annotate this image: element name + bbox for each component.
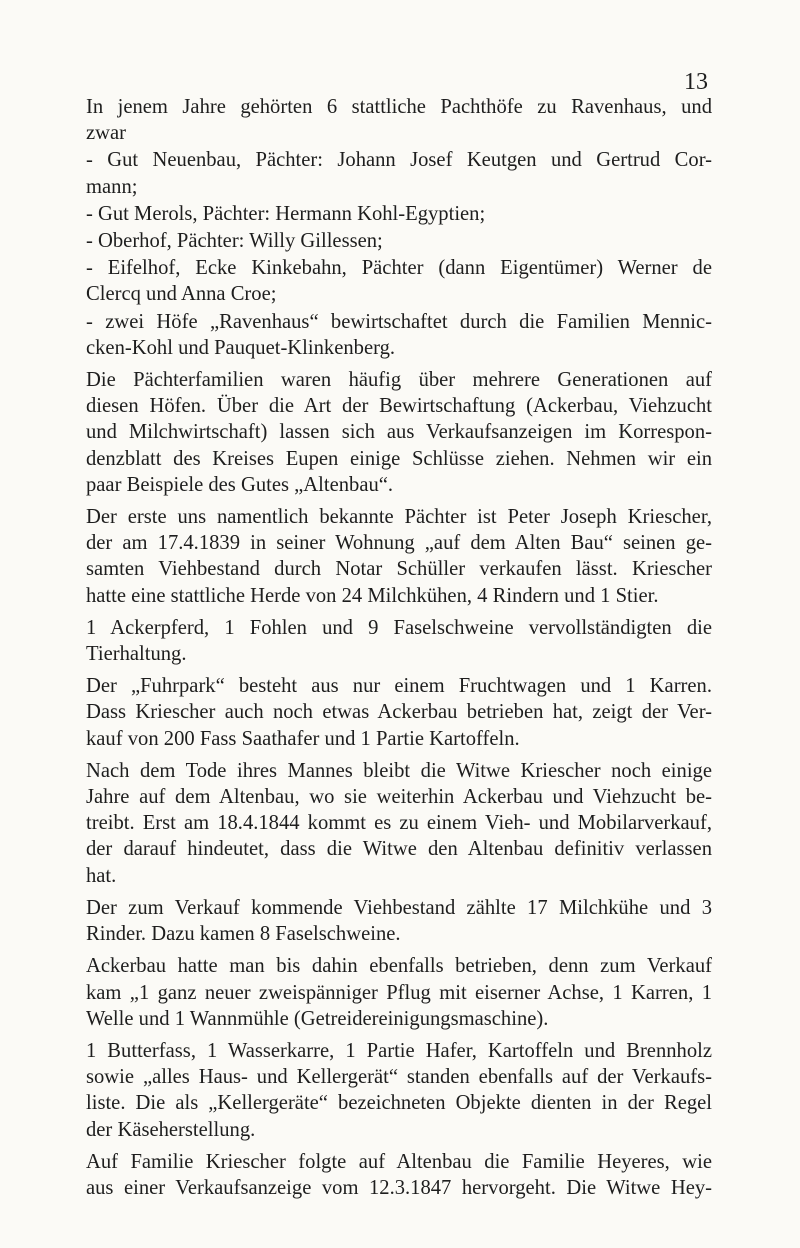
text-line: samten Viehbestand durch Notar Schüller verkaufen lässt. Kriescher: [86, 558, 712, 581]
text-line: hatte eine stattliche Herde von 24 Milchkühen, 4 Rindern und 1 Stier.: [86, 584, 659, 607]
text-line: Der erste uns namentlich bekannte Pächter ist Peter Joseph Kriescher,: [86, 506, 712, 529]
text-line: - zwei Höfe „Ravenhaus“ bewirtschaftet durch die Familien Mennic-: [86, 310, 712, 333]
text-line: Dass Kriescher auch noch etwas Ackerbau betrieben hat, zeigt der Ver-: [86, 701, 712, 724]
text-line: Clercq und Anna Croe;: [86, 283, 277, 306]
text-line: kauf von 200 Fass Saathafer und 1 Partie Kartoffeln.: [86, 727, 520, 750]
text-line: kam „1 ganz neuer zweispänniger Pflug mit eiserner Achse, 1 Karren, 1: [86, 981, 712, 1004]
text-line: 1 Ackerpferd, 1 Fohlen und 9 Faselschweine vervollständigten die: [86, 616, 712, 639]
text-line: Rinder. Dazu kamen 8 Faselschweine.: [86, 923, 401, 946]
text-line: liste. Die als „Kellergeräte“ bezeichneten Objekte dienten in der Regel: [86, 1092, 712, 1115]
paragraph: [86, 1149, 712, 1201]
text-line: Auf Familie Kriescher folgte auf Altenbau die Familie Heyeres, wie: [86, 1150, 712, 1173]
paragraph: [86, 228, 712, 254]
text-line: paar Beispiele des Gutes „Altenbau“.: [86, 473, 394, 496]
text-line: - Gut Neuenbau, Pächter: Johann Josef Keutgen und Gertrud Cor-: [86, 149, 712, 172]
paragraph: [86, 895, 712, 947]
text-line: mann;: [86, 175, 138, 198]
paragraph: [86, 255, 712, 307]
text-line: sowie „alles Haus- und Kellergerät“ standen ebenfalls auf der Verkaufs-: [86, 1066, 712, 1089]
text-line: Nach dem Tode ihres Mannes bleibt die Witwe Kriescher noch einige: [86, 759, 712, 782]
text-line: zwar: [86, 122, 127, 145]
text-line: Die Pächterfamilien waren häufig über mehrere Generationen auf: [86, 369, 712, 392]
text-line: - Eifelhof, Ecke Kinkebahn, Pächter (dann Eigentümer) Werner de: [86, 257, 712, 280]
paragraph: [86, 504, 712, 609]
paragraph: [86, 673, 712, 752]
text-line: und Milchwirtschaft) lassen sich aus Verkaufsanzeigen im Korrespon-: [86, 421, 712, 444]
text-line: der darauf hindeutet, dass die Witwe den Altenbau definitiv verlassen: [86, 838, 712, 861]
paragraph: [86, 615, 712, 667]
page-number: 13: [684, 69, 708, 95]
text-line: Ackerbau hatte man bis dahin ebenfalls betrieben, denn zum Verkauf: [86, 955, 712, 978]
text-line: der am 17.4.1839 in seiner Wohnung „auf dem Alten Bau“ seinen ge-: [86, 532, 712, 555]
text-line: hat.: [86, 864, 117, 887]
text-line: - Gut Merols, Pächter: Hermann Kohl-Egyptien;: [86, 202, 486, 225]
text-line: Der „Fuhrpark“ besteht aus nur einem Fruchtwagen und 1 Karren.: [86, 675, 712, 698]
paragraph: [86, 147, 712, 199]
paragraph: [86, 94, 712, 146]
text-line: - Oberhof, Pächter: Willy Gillessen;: [86, 230, 383, 253]
text-line: 1 Butterfass, 1 Wasserkarre, 1 Partie Hafer, Kartoffeln und Brennholz: [86, 1039, 712, 1062]
paragraph: [86, 367, 712, 498]
text-line: diesen Höfen. Über die Art der Bewirtschaftung (Ackerbau, Viehzucht: [86, 395, 712, 418]
text-line: aus einer Verkaufsanzeige vom 12.3.1847 hervorgeht. Die Witwe Hey-: [86, 1176, 712, 1199]
text-line: der Käseherstellung.: [86, 1118, 256, 1141]
paragraph: [86, 309, 712, 361]
paragraph: [86, 1038, 712, 1143]
body-text: [86, 94, 712, 1201]
text-line: treibt. Erst am 18.4.1844 kommt es zu einem Vieh- und Mobilarverkauf,: [86, 812, 712, 835]
text-line: cken-Kohl und Pauquet-Klinkenberg.: [86, 336, 396, 359]
text-line: Der zum Verkauf kommende Viehbestand zählte 17 Milchkühe und 3: [86, 896, 712, 919]
text-line: In jenem Jahre gehörten 6 stattliche Pachthöfe zu Ravenhaus, und: [86, 96, 712, 118]
text-line: Welle und 1 Wannmühle (Getreidereinigungsmaschine).: [86, 1007, 549, 1030]
text-line: denzblatt des Kreises Eupen einige Schlüsse ziehen. Nehmen wir ein: [86, 447, 712, 470]
paragraph: [86, 201, 712, 227]
paragraph: [86, 758, 712, 889]
paragraph: [86, 953, 712, 1032]
text-line: Tierhaltung.: [86, 643, 187, 666]
text-line: Jahre auf dem Altenbau, wo sie weiterhin Ackerbau und Viehzucht be-: [86, 786, 712, 809]
